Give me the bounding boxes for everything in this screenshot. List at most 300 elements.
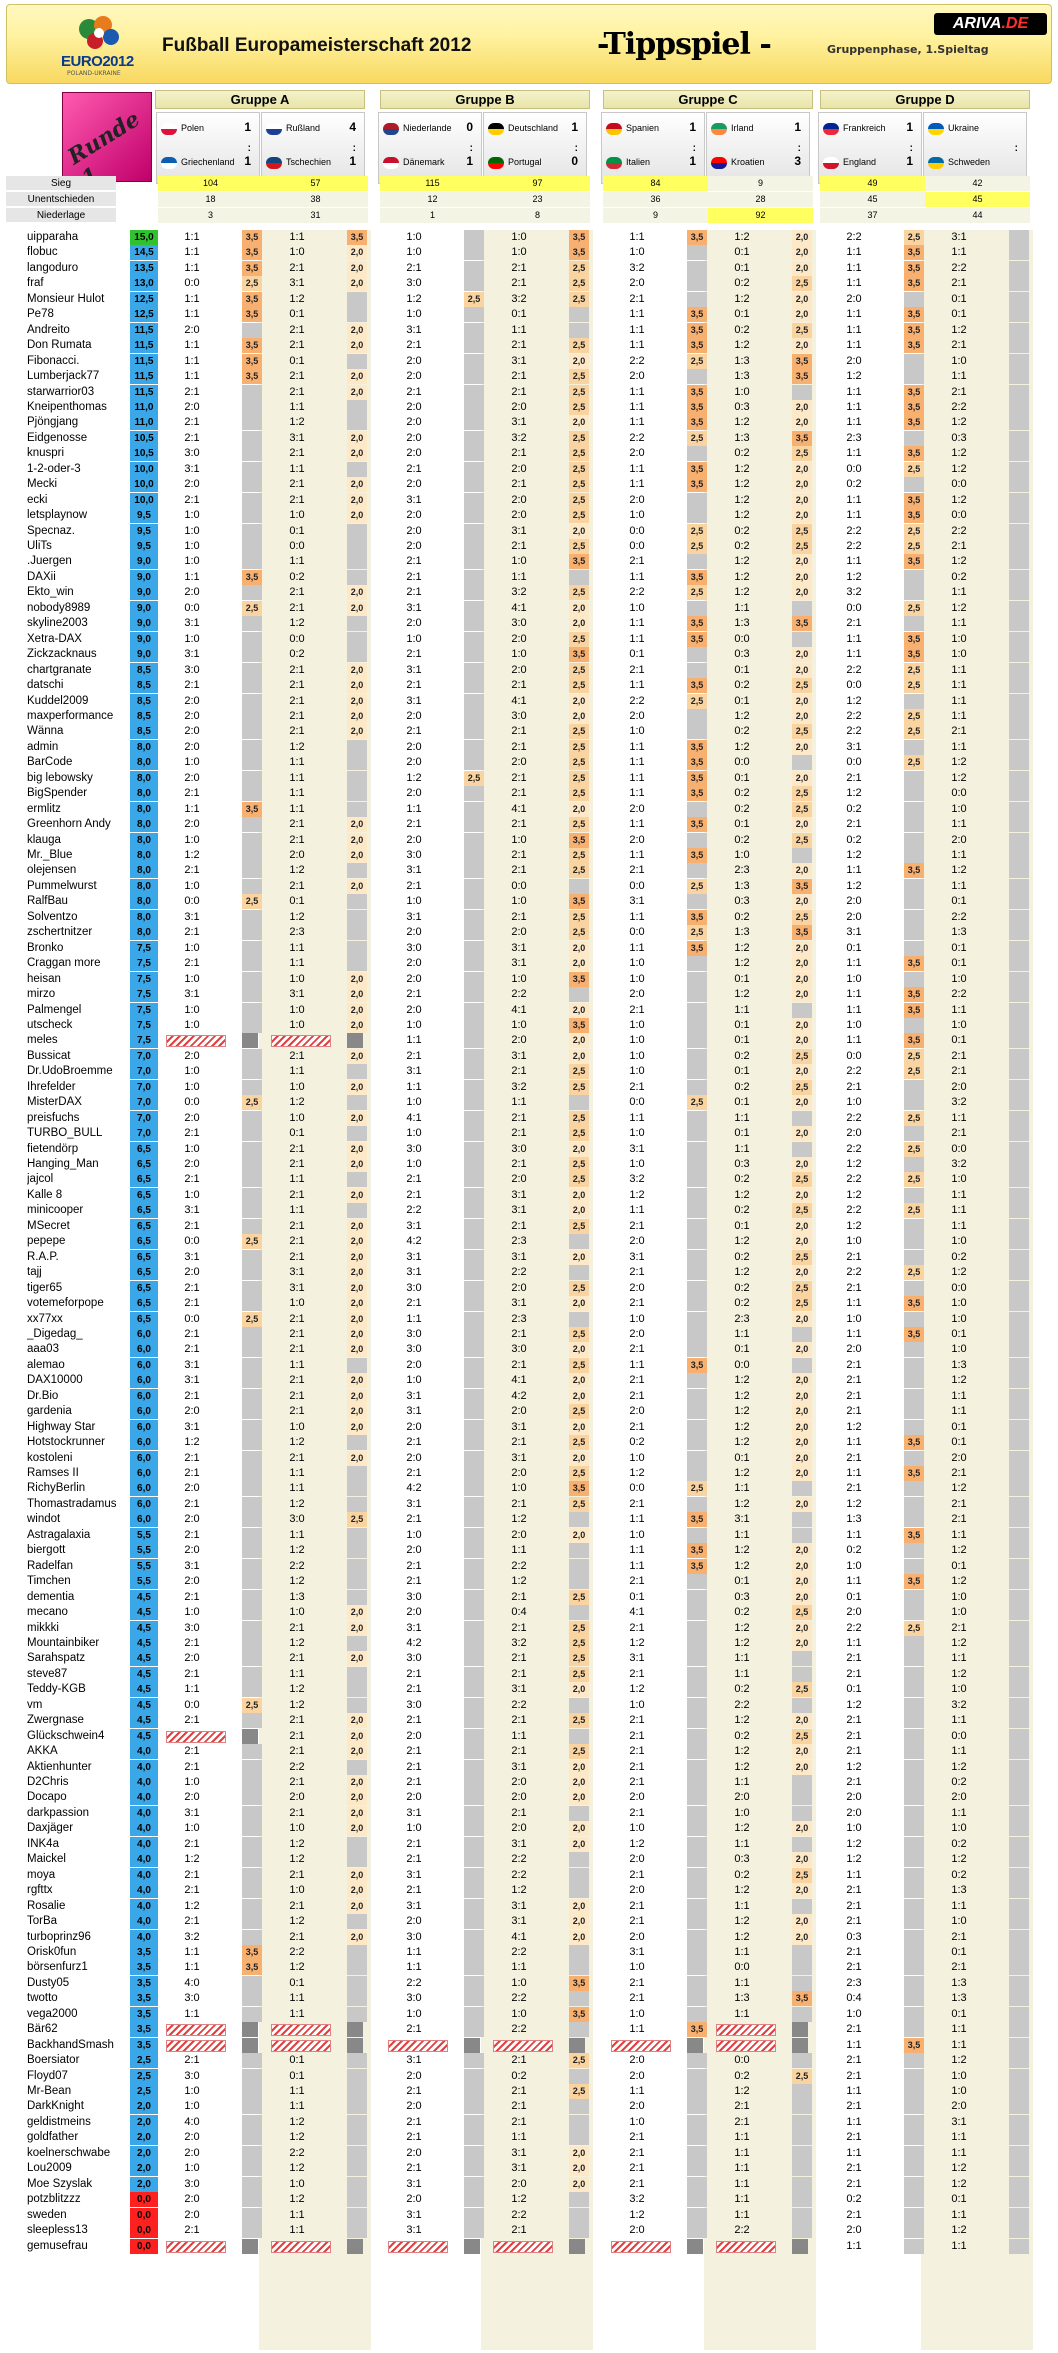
- table-row[interactable]: [6, 2053, 1052, 2068]
- table-row[interactable]: [6, 1095, 1052, 1110]
- player-name[interactable]: dementia: [27, 1590, 75, 1603]
- table-row[interactable]: [6, 1327, 1052, 1342]
- points-cell: [242, 1018, 262, 1033]
- table-row[interactable]: [6, 2130, 1052, 2145]
- table-row[interactable]: [6, 1342, 1052, 1357]
- table-row[interactable]: [6, 1064, 1052, 1079]
- player-name[interactable]: Mountainbiker: [27, 1636, 100, 1649]
- player-name[interactable]: Daxjäger: [27, 1822, 74, 1835]
- tip-value: 2:1: [184, 1127, 200, 1140]
- player-name[interactable]: admin: [27, 740, 59, 753]
- table-row[interactable]: [6, 493, 1052, 508]
- player-name[interactable]: votemeforpope: [27, 1297, 104, 1310]
- points-cell: [1009, 1636, 1029, 1651]
- player-name[interactable]: DAX10000: [27, 1374, 83, 1387]
- player-name[interactable]: meles: [27, 1034, 58, 1047]
- table-row[interactable]: [6, 415, 1052, 430]
- player-name[interactable]: Pe78: [27, 308, 54, 321]
- tip-points: 2,5: [687, 354, 707, 369]
- table-row[interactable]: [6, 1883, 1052, 1898]
- table-row[interactable]: [6, 879, 1052, 894]
- player-name[interactable]: R.A.P.: [27, 1250, 59, 1263]
- player-name[interactable]: Ekto_win: [27, 586, 74, 599]
- player-name[interactable]: D2Chris: [27, 1776, 69, 1788]
- player-name[interactable]: Don Rumata: [27, 339, 92, 352]
- player-name[interactable]: Teddy-KGB: [27, 1683, 86, 1696]
- table-row[interactable]: [6, 632, 1052, 647]
- table-row[interactable]: [6, 2161, 1052, 2176]
- player-name[interactable]: Solventzo: [27, 910, 78, 923]
- table-row[interactable]: [6, 848, 1052, 863]
- tip-value: 2:1: [846, 1899, 862, 1912]
- tip-value: 1:1: [734, 1003, 750, 1016]
- table-row[interactable]: [6, 276, 1052, 291]
- player-name[interactable]: AKKA: [27, 1745, 58, 1758]
- player-name[interactable]: Bronko: [27, 941, 64, 954]
- table-row[interactable]: [6, 446, 1052, 461]
- table-row[interactable]: [6, 369, 1052, 384]
- table-row[interactable]: [6, 585, 1052, 600]
- player-name[interactable]: gemusefrau: [27, 2239, 88, 2252]
- player-name[interactable]: .Juergen: [27, 555, 72, 568]
- player-name[interactable]: biergott: [27, 1544, 66, 1557]
- table-row[interactable]: [6, 2239, 1052, 2254]
- player-name[interactable]: Moe Szyslak: [27, 2177, 93, 2190]
- player-name[interactable]: letsplaynow: [27, 509, 88, 522]
- tip-value: 4:1: [511, 694, 527, 707]
- player-name[interactable]: DAXii: [27, 570, 56, 583]
- points-cell: [464, 570, 484, 585]
- table-row[interactable]: [6, 1574, 1052, 1589]
- player-name[interactable]: Palmengel: [27, 1003, 82, 1016]
- points-cell: [242, 2208, 262, 2223]
- tip-value: 0:1: [951, 957, 967, 970]
- player-name[interactable]: Greenhorn Andy: [27, 818, 111, 831]
- player-name[interactable]: Aktienhunter: [27, 1760, 92, 1773]
- table-row[interactable]: [6, 1760, 1052, 1775]
- player-name[interactable]: geldistmeins: [27, 2115, 91, 2128]
- player-name[interactable]: Mr._Blue: [27, 849, 73, 861]
- player-name[interactable]: BackhandSmash: [27, 2038, 114, 2051]
- tip-value: 1:0: [629, 957, 645, 970]
- table-row[interactable]: [6, 2192, 1052, 2207]
- table-row[interactable]: [6, 570, 1052, 585]
- player-name[interactable]: mecano: [27, 1606, 68, 1619]
- table-row[interactable]: [6, 1559, 1052, 1574]
- table-row[interactable]: [6, 1497, 1052, 1512]
- points-cell: [1009, 2177, 1029, 2192]
- player-name[interactable]: MSecret: [27, 1219, 70, 1232]
- table-row[interactable]: [6, 910, 1052, 925]
- player-name[interactable]: alemao: [27, 1358, 65, 1371]
- table-row[interactable]: [6, 616, 1052, 631]
- table-row[interactable]: [6, 1481, 1052, 1496]
- table-row[interactable]: [6, 2208, 1052, 2223]
- table-row[interactable]: [6, 740, 1052, 755]
- table-row[interactable]: [6, 323, 1052, 338]
- ariva-logo[interactable]: [934, 13, 1047, 35]
- table-row[interactable]: [6, 647, 1052, 662]
- table-row[interactable]: [6, 755, 1052, 770]
- points-cell: [464, 1930, 484, 1945]
- table-row[interactable]: [6, 771, 1052, 786]
- player-name[interactable]: Andreito: [27, 323, 70, 336]
- player-name[interactable]: Astragalaxia: [27, 1528, 91, 1541]
- player-name[interactable]: knuspri: [27, 447, 65, 460]
- player-name[interactable]: Kuddel2009: [27, 694, 89, 707]
- match-card: [483, 112, 587, 184]
- player-name[interactable]: Craggan more: [27, 957, 101, 970]
- player-name[interactable]: TorBa: [27, 1915, 58, 1928]
- table-row[interactable]: [6, 1621, 1052, 1636]
- player-name[interactable]: twotto: [27, 1992, 58, 2005]
- player-name[interactable]: ermlitz: [27, 802, 61, 815]
- player-name[interactable]: moya: [27, 1868, 56, 1881]
- table-row[interactable]: [6, 1234, 1052, 1249]
- table-row[interactable]: [6, 1373, 1052, 1388]
- player-name[interactable]: Dusty05: [27, 1976, 70, 1989]
- player-name[interactable]: Eidgenosse: [27, 431, 88, 444]
- table-row[interactable]: [6, 2069, 1052, 2084]
- tip-points: 3,5: [687, 848, 707, 863]
- table-row[interactable]: [6, 2007, 1052, 2022]
- table-row[interactable]: [6, 2022, 1052, 2037]
- player-name[interactable]: Xetra-DAX: [27, 632, 82, 645]
- player-name[interactable]: datschi: [27, 679, 64, 692]
- tip-value: 1:1: [289, 2224, 305, 2237]
- table-row[interactable]: [6, 1651, 1052, 1666]
- player-name[interactable]: Thomastradamus: [27, 1497, 117, 1510]
- table-row[interactable]: [6, 1945, 1052, 1960]
- player-name[interactable]: _Digedag_: [27, 1327, 83, 1340]
- table-row[interactable]: [6, 1512, 1052, 1527]
- player-name[interactable]: Dr.UdoBroemme: [27, 1065, 113, 1078]
- player-name[interactable]: pepepe: [27, 1235, 66, 1248]
- table-row[interactable]: [6, 1543, 1052, 1558]
- table-row[interactable]: [6, 1018, 1052, 1033]
- table-row[interactable]: [6, 1296, 1052, 1311]
- player-name[interactable]: BarCode: [27, 756, 73, 769]
- player-name[interactable]: Mr-Bean: [27, 2085, 72, 2097]
- tip-value: 1:2: [951, 1667, 967, 1680]
- table-row[interactable]: [6, 2115, 1052, 2130]
- player-name[interactable]: Pummelwurst: [27, 879, 97, 892]
- player-name[interactable]: Hotstockrunner: [27, 1436, 105, 1449]
- player-name[interactable]: Pjöngjang: [27, 416, 79, 429]
- table-row[interactable]: [6, 1049, 1052, 1064]
- table-row[interactable]: [6, 1868, 1052, 1883]
- table-row[interactable]: [6, 1713, 1052, 1728]
- player-name[interactable]: Bär62: [27, 2023, 58, 2036]
- player-name[interactable]: RichyBerlin: [27, 1482, 86, 1495]
- player-name[interactable]: chartgranate: [27, 663, 92, 676]
- player-name[interactable]: tiger65: [27, 1281, 63, 1294]
- player-name[interactable]: Monsieur Hulot: [27, 292, 105, 305]
- table-row[interactable]: [6, 1821, 1052, 1836]
- player-name[interactable]: minicooper: [27, 1204, 84, 1217]
- player-name[interactable]: sleepless13: [27, 2224, 88, 2237]
- table-row[interactable]: [6, 292, 1052, 307]
- player-name[interactable]: Boersiator: [27, 2054, 80, 2067]
- points-cell: [347, 1481, 367, 1496]
- table-row[interactable]: [6, 724, 1052, 739]
- table-row[interactable]: [6, 462, 1052, 477]
- player-name[interactable]: Docapo: [27, 1791, 67, 1804]
- player-name[interactable]: Mecki: [27, 478, 58, 491]
- player-name[interactable]: gardenia: [27, 1405, 72, 1418]
- table-row[interactable]: [6, 1698, 1052, 1713]
- player-name[interactable]: klauga: [27, 833, 61, 846]
- player-name[interactable]: preisfuchs: [27, 1111, 80, 1124]
- player-name[interactable]: rgfttx: [27, 1884, 53, 1897]
- player-name[interactable]: Wänna: [27, 725, 64, 738]
- table-row[interactable]: [6, 1914, 1052, 1929]
- table-row[interactable]: [6, 1451, 1052, 1466]
- table-row[interactable]: [6, 1899, 1052, 1914]
- tip-value: 3:0: [184, 2069, 200, 2082]
- player-name[interactable]: zschertnitzer: [27, 926, 93, 939]
- player-name[interactable]: Rosalie: [27, 1899, 66, 1912]
- table-row[interactable]: [6, 1420, 1052, 1435]
- player-name[interactable]: TURBO_BULL: [27, 1127, 103, 1140]
- table-row[interactable]: [6, 833, 1052, 848]
- player-name[interactable]: goldfather: [27, 2131, 79, 2144]
- table-row[interactable]: [6, 508, 1052, 523]
- table-row[interactable]: [6, 261, 1052, 276]
- player-name[interactable]: steve87: [27, 1667, 68, 1680]
- tip-value: 0:1: [951, 2193, 967, 2206]
- tip-value: 0:2: [734, 323, 750, 336]
- table-row[interactable]: [6, 2177, 1052, 2192]
- table-row[interactable]: [6, 1188, 1052, 1203]
- tip-value: 1:1: [846, 1467, 862, 1479]
- table-row[interactable]: [6, 307, 1052, 322]
- table-row[interactable]: [6, 338, 1052, 353]
- player-name[interactable]: 1-2-oder-3: [27, 462, 81, 475]
- tip-value: 2:0: [184, 694, 200, 707]
- table-row[interactable]: [6, 1466, 1052, 1481]
- player-name[interactable]: Sarahspatz: [27, 1652, 86, 1665]
- player-name[interactable]: langoduro: [27, 261, 79, 274]
- table-row[interactable]: [6, 1775, 1052, 1790]
- player-name[interactable]: koelnerschwabe: [27, 2146, 111, 2159]
- table-row[interactable]: [6, 2099, 1052, 2114]
- table-row[interactable]: [6, 1281, 1052, 1296]
- table-row[interactable]: [6, 1126, 1052, 1141]
- tip-value: 1:1: [629, 2023, 645, 2036]
- table-row[interactable]: [6, 1682, 1052, 1697]
- player-name[interactable]: jajcol: [27, 1173, 54, 1186]
- table-row[interactable]: [6, 678, 1052, 693]
- table-row[interactable]: [6, 2038, 1052, 2053]
- table-row[interactable]: [6, 817, 1052, 832]
- player-name[interactable]: uipparaha: [27, 231, 79, 243]
- player-name[interactable]: Orisk0fun: [27, 1945, 77, 1958]
- player-name[interactable]: Fibonacci.: [27, 354, 80, 367]
- player-name[interactable]: Kalle 8: [27, 1188, 63, 1201]
- table-row[interactable]: [6, 1852, 1052, 1867]
- player-name[interactable]: utscheck: [27, 1018, 73, 1031]
- player-name[interactable]: tajj: [27, 1266, 42, 1279]
- table-row[interactable]: [6, 601, 1052, 616]
- player-name[interactable]: mikkki: [27, 1621, 59, 1634]
- table-row[interactable]: [6, 1203, 1052, 1218]
- player-name[interactable]: MisterDAX: [27, 1096, 82, 1109]
- table-row[interactable]: [6, 802, 1052, 817]
- table-row[interactable]: [6, 894, 1052, 909]
- player-name[interactable]: vega2000: [27, 2007, 78, 2020]
- table-row[interactable]: [6, 1003, 1052, 1018]
- player-name[interactable]: nobody8989: [27, 601, 91, 614]
- table-row[interactable]: [6, 1729, 1052, 1744]
- table-row[interactable]: [6, 663, 1052, 678]
- player-name[interactable]: Hanging_Man: [27, 1158, 99, 1170]
- player-name[interactable]: Glückschwein4: [27, 1729, 105, 1742]
- player-name[interactable]: Zickzacknaus: [27, 648, 97, 661]
- player-name[interactable]: Ramses II: [27, 1467, 79, 1479]
- player-name[interactable]: starwarrior03: [27, 385, 95, 398]
- table-row[interactable]: [6, 1744, 1052, 1759]
- player-name[interactable]: DarkKnight: [27, 2100, 84, 2113]
- table-row[interactable]: [6, 1991, 1052, 2006]
- player-name[interactable]: Timchen: [27, 1575, 71, 1588]
- table-row[interactable]: [6, 477, 1052, 492]
- tip-value: 3:2: [511, 1636, 527, 1649]
- tip-value: 1:0: [629, 1065, 645, 1078]
- player-name[interactable]: sweden: [27, 2208, 67, 2221]
- table-row[interactable]: [6, 1157, 1052, 1172]
- player-name[interactable]: Floyd07: [27, 2069, 68, 2082]
- player-name[interactable]: Bussicat: [27, 1049, 71, 1062]
- points-cell: [1009, 1219, 1029, 1234]
- player-name[interactable]: fietendörp: [27, 1142, 79, 1155]
- table-row[interactable]: [6, 987, 1052, 1002]
- table-row[interactable]: [6, 1172, 1052, 1187]
- table-row[interactable]: [6, 1605, 1052, 1620]
- player-name[interactable]: Lumberjack77: [27, 370, 100, 383]
- player-name[interactable]: Zwergnase: [27, 1714, 84, 1727]
- player-name[interactable]: potzblitzzz: [27, 2193, 81, 2206]
- tip-value: 2:1: [511, 339, 527, 352]
- player-name[interactable]: Maickel: [27, 1853, 66, 1866]
- table-row[interactable]: [6, 2146, 1052, 2161]
- table-row[interactable]: [6, 230, 1052, 245]
- table-row[interactable]: [6, 1806, 1052, 1821]
- player-name[interactable]: kostoleni: [27, 1451, 73, 1464]
- table-row[interactable]: [6, 1636, 1052, 1651]
- player-name[interactable]: Specnaz.: [27, 524, 75, 537]
- player-name[interactable]: olejensen: [27, 864, 77, 877]
- player-name[interactable]: big lebowsky: [27, 771, 93, 784]
- table-row[interactable]: [6, 1528, 1052, 1543]
- table-row[interactable]: [6, 1837, 1052, 1852]
- table-row[interactable]: [6, 1080, 1052, 1095]
- tip-value: 0:1: [734, 771, 750, 784]
- tip-value: 1:1: [951, 1652, 967, 1665]
- table-row[interactable]: [6, 1404, 1052, 1419]
- player-name[interactable]: darkpassion: [27, 1806, 90, 1819]
- table-row[interactable]: [6, 1976, 1052, 1991]
- player-name[interactable]: maxperformance: [27, 709, 114, 722]
- player-name[interactable]: mirzo: [27, 988, 56, 1001]
- table-row[interactable]: [6, 694, 1052, 709]
- table-row[interactable]: [6, 554, 1052, 569]
- player-name[interactable]: Lou2009: [27, 2162, 72, 2175]
- table-row[interactable]: [6, 1930, 1052, 1945]
- player-name[interactable]: RalfBau: [27, 895, 68, 908]
- table-row[interactable]: [6, 1389, 1052, 1404]
- tip-value: 3:1: [184, 1806, 200, 1819]
- table-row[interactable]: [6, 1312, 1052, 1327]
- player-name[interactable]: vm: [27, 1698, 43, 1711]
- player-name[interactable]: Dr.Bio: [27, 1389, 59, 1402]
- table-row[interactable]: [6, 786, 1052, 801]
- table-row[interactable]: [6, 385, 1052, 400]
- table-row[interactable]: [6, 1142, 1052, 1157]
- table-row[interactable]: [6, 1033, 1052, 1048]
- player-name[interactable]: Highway Star: [27, 1420, 96, 1433]
- table-row[interactable]: [6, 863, 1052, 878]
- table-row[interactable]: [6, 1960, 1052, 1975]
- table-row[interactable]: [6, 400, 1052, 415]
- player-name[interactable]: heisan: [27, 972, 61, 985]
- tip-points: 2,0: [347, 1049, 367, 1064]
- player-name[interactable]: aaa03: [27, 1343, 59, 1356]
- table-row[interactable]: [6, 941, 1052, 956]
- table-row[interactable]: [6, 956, 1052, 971]
- table-row[interactable]: [6, 524, 1052, 539]
- player-name[interactable]: Ihrefelder: [27, 1080, 76, 1093]
- table-row[interactable]: [6, 972, 1052, 987]
- player-name[interactable]: Kneipenthomas: [27, 400, 107, 413]
- player-name[interactable]: xx77xx: [27, 1312, 63, 1325]
- table-row[interactable]: [6, 1790, 1052, 1805]
- player-name[interactable]: ecki: [27, 493, 48, 506]
- table-row[interactable]: [6, 1435, 1052, 1450]
- tip-value: 2:1: [846, 1729, 862, 1742]
- table-row[interactable]: [6, 245, 1052, 260]
- table-row[interactable]: [6, 1667, 1052, 1682]
- player-name[interactable]: windot: [27, 1513, 61, 1526]
- points-cell: [904, 1914, 924, 1929]
- player-name[interactable]: fraf: [27, 277, 44, 290]
- table-row[interactable]: [6, 1219, 1052, 1234]
- table-row[interactable]: [6, 2223, 1052, 2238]
- table-row[interactable]: [6, 539, 1052, 554]
- table-row[interactable]: [6, 709, 1052, 724]
- table-row[interactable]: [6, 1250, 1052, 1265]
- player-name[interactable]: BigSpender: [27, 787, 88, 800]
- table-row[interactable]: [6, 1590, 1052, 1605]
- player-name[interactable]: börsenfurz1: [27, 1961, 88, 1974]
- points-cell: [1009, 1621, 1029, 1636]
- player-name[interactable]: skyline2003: [27, 617, 88, 630]
- player-name[interactable]: Radelfan: [27, 1559, 74, 1572]
- table-row[interactable]: [6, 1265, 1052, 1280]
- table-row[interactable]: [6, 1111, 1052, 1126]
- player-name[interactable]: turboprinz96: [27, 1930, 91, 1943]
- player-name[interactable]: UliTs: [27, 540, 52, 552]
- table-row[interactable]: [6, 354, 1052, 369]
- table-row[interactable]: [6, 431, 1052, 446]
- table-row[interactable]: [6, 925, 1052, 940]
- player-name[interactable]: INK4a: [27, 1837, 59, 1850]
- tip-points: 2,5: [569, 1713, 589, 1728]
- player-name[interactable]: flobuc: [27, 246, 58, 259]
- table-row[interactable]: [6, 2084, 1052, 2099]
- points-cell: [464, 369, 484, 384]
- table-row[interactable]: [6, 1358, 1052, 1373]
